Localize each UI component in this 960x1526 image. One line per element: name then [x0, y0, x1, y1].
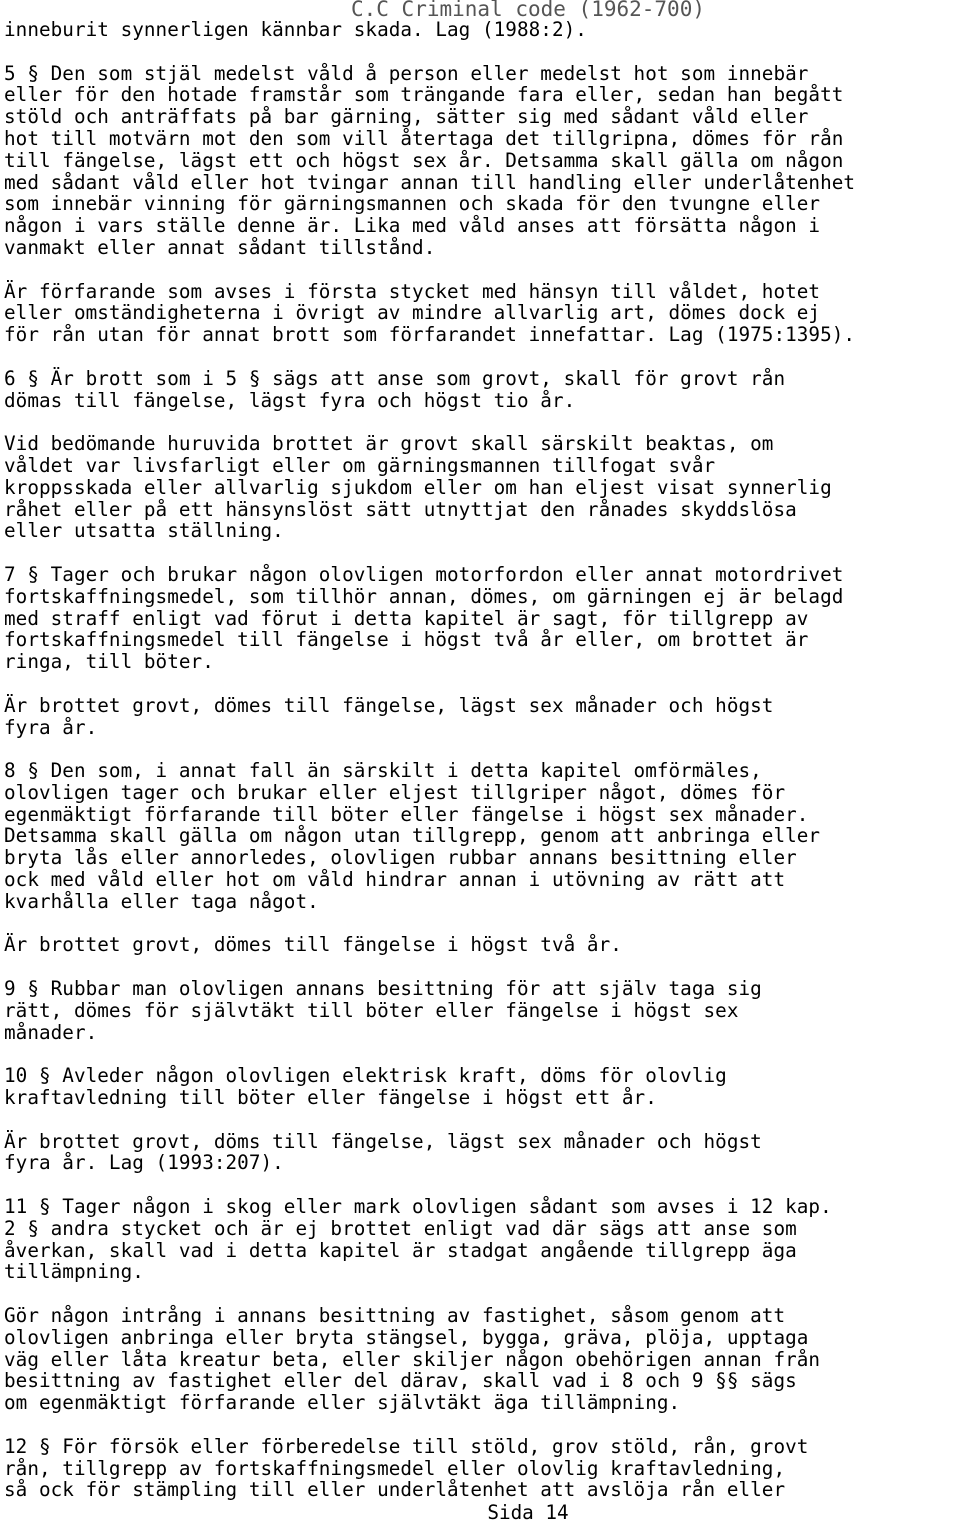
text-line: fortskaffningsmedel, som tillhör annan, dömes, om gärningen ej är belagd: [4, 584, 844, 608]
paragraph-spacer: [4, 411, 960, 433]
text-line: 9 § Rubbar man olovligen annans besittning för att själv taga sig: [4, 977, 762, 1001]
text-line: åverkan, skall vad i detta kapitel är stadgat angående tillgrepp äga: [4, 1238, 797, 1262]
text-line: med sådant våld eller hot tvingar annan till handling eller underlåtenhet: [4, 170, 856, 194]
text-line: Är brottet grovt, dömes till fängelse, lägst sex månader och högst: [4, 693, 774, 717]
text-line: besittning av fastighet eller del därav, skall vad i 8 och 9 §§ sägs: [4, 1369, 797, 1393]
document-body: [4, 19, 960, 1501]
text-line: bryta lås eller annorledes, olovligen rubbar annans besittning eller: [4, 846, 797, 870]
text-line: månader.: [4, 1020, 98, 1044]
text-line: 12 § För försök eller förberedelse till stöld, grov stöld, rån, grovt: [4, 1434, 809, 1458]
paragraph: [4, 19, 960, 41]
text-line: olovligen tager och brukar eller eljest tillgriper något, dömes för: [4, 780, 786, 804]
paragraph-spacer: [4, 673, 960, 695]
paragraph: [4, 63, 960, 259]
text-line: Vid bedömande huruvida brottet är grovt skall särskilt beaktas, om: [4, 432, 774, 456]
text-line: olovligen anbringa eller bryta stängsel, bygga, gräva, plöja, upptaga: [4, 1325, 809, 1349]
text-line: kroppsskada eller allvarlig sjukdom eller om han eljest visat synnerlig: [4, 475, 832, 499]
text-line: väg eller låta kreatur beta, eller skiljer någon obehörigen annan från: [4, 1347, 821, 1371]
text-line: våldet var livsfarligt eller om gärningsmannen tillfogat svår: [4, 453, 716, 477]
text-line: 6 § Är brott som i 5 § sägs att anse som grovt, skall för grovt rån: [4, 366, 786, 390]
paragraph: [4, 1131, 960, 1175]
paragraph-spacer: [4, 1109, 960, 1131]
paragraph: [4, 1065, 960, 1109]
paragraph-spacer: [4, 956, 960, 978]
text-line: egenmäktigt förfarande till böter eller fängelse i högst sex månader.: [4, 802, 809, 826]
text-line: tillämpning.: [4, 1260, 144, 1284]
paragraph-spacer: [4, 1043, 960, 1065]
text-line: rätt, dömes för självtäkt till böter eller fängelse i högst sex: [4, 998, 739, 1022]
text-line: någon i vars ställe denne är. Lika med våld anses att försätta någon i: [4, 214, 821, 238]
text-line: Är förfarande som avses i första stycket med hänsyn till våldet, hotet: [4, 279, 821, 303]
text-line: vanmakt eller annat sådant tillstånd.: [4, 235, 436, 259]
paragraph-spacer: [4, 1174, 960, 1196]
text-line: som innebär vinning för gärningsmannen och skada för den tvungne eller: [4, 192, 821, 216]
text-line: så ock för stämpling till eller underlåtenhet att avslöja rån eller: [4, 1478, 786, 1502]
paragraph: [4, 695, 960, 739]
paragraph: [4, 978, 960, 1043]
paragraph: [4, 1196, 960, 1283]
text-line: inneburit synnerligen kännbar skada. Lag (1988:2).: [4, 18, 587, 41]
text-line: 5 § Den som stjäl medelst våld å person eller medelst hot som innebär: [4, 61, 809, 85]
text-line: ock med våld eller hot om våld hindrar annan i utövning av rätt att: [4, 868, 786, 892]
paragraph-spacer: [4, 346, 960, 368]
text-line: fyra år.: [4, 715, 98, 739]
page-number: Sida 14: [487, 1501, 569, 1524]
text-line: kraftavledning till böter eller fängelse i högst ett år.: [4, 1086, 657, 1110]
text-line: fyra år. Lag (1993:207).: [4, 1151, 284, 1175]
paragraph-spacer: [4, 1414, 960, 1436]
paragraph: [4, 281, 960, 346]
text-line: eller utsatta ställning.: [4, 519, 284, 543]
text-line: till fängelse, lägst ett och högst sex år. Detsamma skall gälla om någon: [4, 148, 844, 172]
text-line: råhet eller på ett hänsynslöst sätt utnyttjat den rånades skyddslösa: [4, 497, 797, 521]
text-line: 11 § Tager någon i skog eller mark olovligen sådant som avses i 12 kap.: [4, 1195, 832, 1219]
text-line: för rån utan för annat brott som förfarandet innefattar. Lag (1975:1395).: [4, 323, 856, 347]
paragraph: [4, 564, 960, 673]
text-line: Är brottet grovt, dömes till fängelse i högst två år.: [4, 933, 622, 957]
text-line: Är brottet grovt, döms till fängelse, lägst sex månader och högst: [4, 1129, 762, 1153]
text-line: eller omständigheterna i övrigt av mindre allvarlig art, dömes dock ej: [4, 301, 821, 325]
paragraph: [4, 433, 960, 542]
text-line: 7 § Tager och brukar någon olovligen motorfordon eller annat motordrivet: [4, 562, 844, 586]
text-line: om egenmäktigt förfarande eller självtäkt äga tillämpning.: [4, 1391, 681, 1415]
text-line: ringa, till böter.: [4, 650, 214, 674]
text-line: 2 § andra stycket och är ej brottet enligt vad där sägs att anse som: [4, 1216, 797, 1240]
page-header: C.C Criminal code (1962-700): [350, 0, 705, 21]
paragraph-spacer: [4, 41, 960, 63]
paragraph-spacer: [4, 913, 960, 935]
text-line: 10 § Avleder någon olovligen elektrisk kraft, döms för olovlig: [4, 1064, 727, 1088]
paragraph-spacer: [4, 1283, 960, 1305]
text-line: fortskaffningsmedel till fängelse i högst två år eller, om brottet är: [4, 628, 809, 652]
paragraph: [4, 760, 960, 913]
text-line: Detsamma skall gälla om någon utan tillgrepp, genom att anbringa eller: [4, 824, 821, 848]
text-line: Gör någon intrång i annans besittning av fastighet, såsom genom att: [4, 1304, 786, 1328]
paragraph: [4, 368, 960, 412]
paragraph-spacer: [4, 542, 960, 564]
text-line: kvarhålla eller taga något.: [4, 889, 319, 913]
paragraph-spacer: [4, 738, 960, 760]
text-line: eller för den hotade framstår som trängande fara eller, sedan han begått: [4, 83, 844, 107]
paragraph: [4, 1305, 960, 1414]
text-line: hot till motvärn mot den som vill återtaga det tillgripna, dömes för rån: [4, 126, 844, 150]
paragraph-spacer: [4, 259, 960, 281]
text-line: med straff enligt vad förut i detta kapitel är sagt, för tillgrepp av: [4, 606, 809, 630]
text-line: stöld och anträffats på bar gärning, sätter sig med sådant våld eller: [4, 105, 809, 129]
paragraph: [4, 934, 960, 956]
paragraph: [4, 1436, 960, 1501]
text-line: rån, tillgrepp av fortskaffningsmedel eller olovlig kraftavledning,: [4, 1456, 786, 1480]
text-line: 8 § Den som, i annat fall än särskilt i detta kapitel omförmäles,: [4, 759, 762, 783]
text-line: dömas till fängelse, lägst fyra och högst tio år.: [4, 388, 576, 412]
